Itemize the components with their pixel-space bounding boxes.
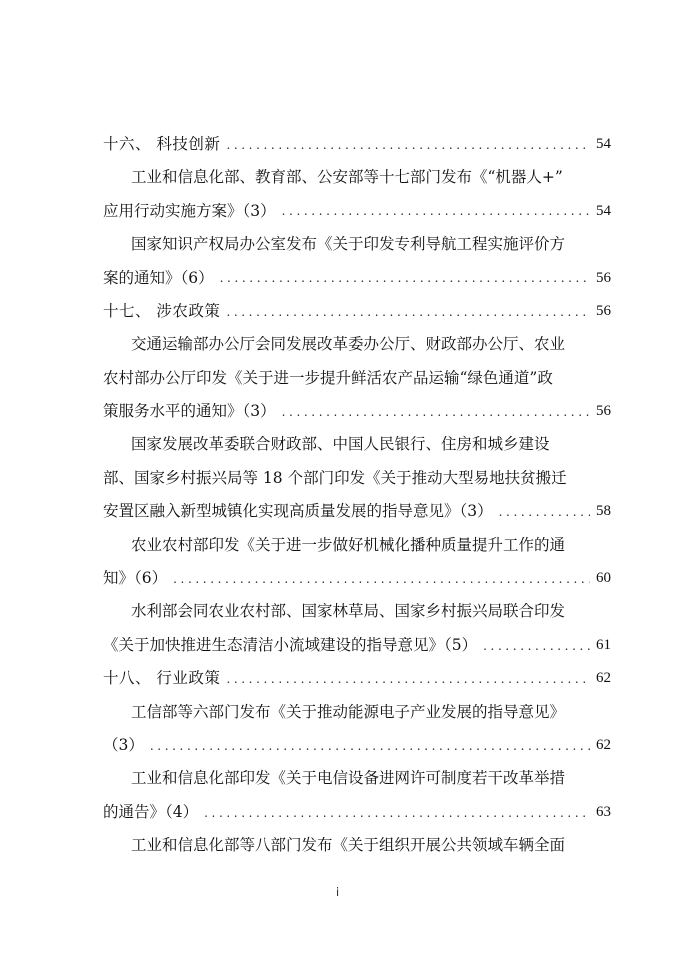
toc-page-number: 56 xyxy=(596,269,611,286)
toc-entry-line[interactable] xyxy=(103,328,611,361)
dot-leader xyxy=(483,640,590,652)
toc-entry-text: 十七、 涉农政策 xyxy=(103,301,221,320)
toc-entry-text: 国家发展改革委联合财政部、中国人民银行、住房和城乡建设 xyxy=(131,435,550,454)
toc-entry-line[interactable] xyxy=(103,829,611,862)
toc-entry-text: 农业农村部印发《关于进一步做好机械化播种质量提升工作的通 xyxy=(131,535,566,554)
dot-leader xyxy=(204,807,590,819)
toc-page-number: 63 xyxy=(596,804,611,820)
toc-page-number: 62 xyxy=(596,670,611,687)
toc-entry-text: （3） xyxy=(103,735,144,754)
toc-entry-text: 案的通知》（6） xyxy=(103,268,214,287)
toc-entry-line[interactable] xyxy=(103,762,611,795)
toc-entry-text: 工业和信息化部、教育部、公安部等十七部门发布《“机器人+” xyxy=(131,168,563,187)
dot-leader xyxy=(282,406,590,418)
dot-leader xyxy=(499,506,590,518)
toc-page-number: 62 xyxy=(596,737,611,754)
toc-entry-text: 知》（6） xyxy=(103,569,168,588)
toc-page-number: 61 xyxy=(596,637,611,654)
toc-entry-text: 交通运输部办公厅会同发展改革委办公厅、财政部办公厅、农业 xyxy=(131,335,566,354)
toc-entry-line[interactable] xyxy=(103,228,611,261)
toc-entry-line[interactable] xyxy=(103,429,611,462)
toc-entry-line[interactable] xyxy=(103,696,611,729)
toc-entry-text: 《关于加快推进生态清洁小流域建设的指导意见》（5） xyxy=(103,635,478,654)
toc-page-number: 54 xyxy=(596,136,611,153)
toc-entry-text: 工信部等六部门发布《关于推动能源电子产业发展的指导意见》 xyxy=(131,702,566,721)
dot-leader xyxy=(282,205,590,217)
toc-entry-text: 的通告》（4） xyxy=(103,802,199,821)
page-footer-number: ⅰ xyxy=(335,885,340,899)
toc-entry-line[interactable] xyxy=(103,161,611,194)
toc-entry-line[interactable] xyxy=(103,729,611,762)
toc-page-number: 60 xyxy=(596,570,611,587)
toc-entry-text: 部、国家乡村振兴局等 18 个部门印发《关于推动大型易地扶贫搬迁 xyxy=(103,468,567,487)
dot-leader xyxy=(150,740,590,752)
toc-section-heading[interactable] xyxy=(103,295,611,328)
toc-entry-line[interactable] xyxy=(103,262,611,295)
toc-section-heading[interactable] xyxy=(103,662,611,695)
dot-leader xyxy=(226,306,590,318)
toc-entry-text: 水利部会同农业农村部、国家林草局、国家乡村振兴局联合印发 xyxy=(131,602,566,621)
toc-entry-text: 安置区融入新型城镇化实现高质量发展的指导意见》（3） xyxy=(103,502,493,521)
toc-entry-line[interactable] xyxy=(103,629,611,662)
toc-entry-line[interactable] xyxy=(103,462,611,495)
toc-entry-text: 应用行动实施方案》（3） xyxy=(103,201,276,220)
dot-leader xyxy=(173,573,590,585)
dot-leader xyxy=(220,272,590,284)
toc-section-heading[interactable] xyxy=(103,128,611,161)
toc-page-number: 58 xyxy=(596,503,611,520)
toc-entry-text: 策服务水平的通知》（3） xyxy=(103,402,276,421)
table-of-contents xyxy=(103,128,611,863)
toc-entry-text: 工业和信息化部印发《关于电信设备进网许可制度若干改革举措 xyxy=(131,769,566,788)
toc-entry-text: 工业和信息化部等八部门发布《关于组织开展公共领域车辆全面 xyxy=(131,836,566,855)
toc-entry-line[interactable] xyxy=(103,362,611,395)
toc-entry-line[interactable] xyxy=(103,395,611,428)
toc-entry-line[interactable] xyxy=(103,595,611,628)
toc-entry-line[interactable] xyxy=(103,495,611,528)
dot-leader xyxy=(226,139,590,151)
toc-page-number: 56 xyxy=(596,303,611,320)
toc-entry-text: 农村部办公厅印发《关于进一步提升鲜活农产品运输“绿色通道”政 xyxy=(103,368,553,387)
dot-leader xyxy=(226,673,590,685)
toc-entry-line[interactable] xyxy=(103,529,611,562)
toc-entry-line[interactable] xyxy=(103,562,611,595)
toc-entry-line[interactable] xyxy=(103,796,611,829)
toc-entry-text: 十六、 科技创新 xyxy=(103,134,221,153)
toc-page-number: 54 xyxy=(596,202,611,219)
toc-entry-text: 国家知识产权局办公室发布《关于印发专利导航工程实施评价方 xyxy=(131,235,566,254)
toc-entry-text: 十八、 行业政策 xyxy=(103,669,221,688)
toc-entry-line[interactable] xyxy=(103,195,611,228)
toc-page-number: 56 xyxy=(596,403,611,420)
